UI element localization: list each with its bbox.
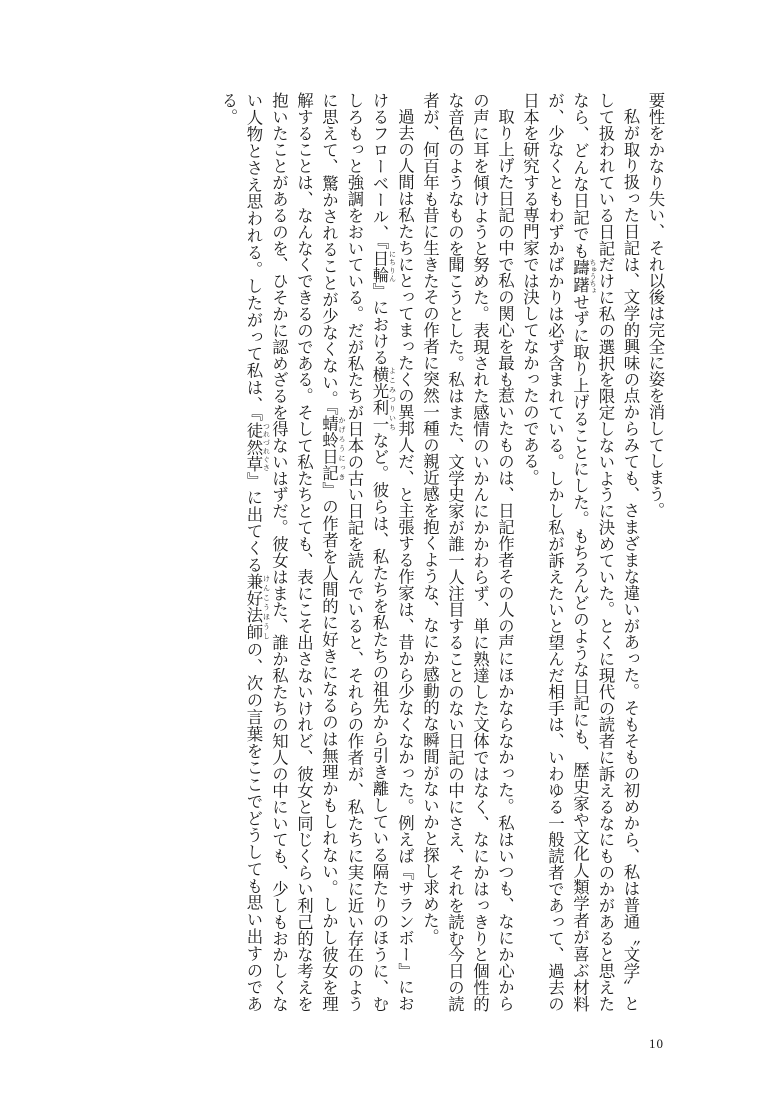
- text-run: 』に出てくる: [244, 472, 263, 574]
- ruby-base: 横光利一: [370, 365, 389, 432]
- text-run: 要性をかなり失い、それ以後は完全に姿を消してしまう。: [646, 92, 665, 519]
- paragraph: [518, 92, 644, 1012]
- text-run: の、次の言葉をここでどうしても思い出すのである。: [219, 92, 263, 1012]
- ruby-base: 躊躇: [570, 258, 590, 294]
- ruby-word: [244, 421, 271, 473]
- ruby-base: 兼好法師: [244, 573, 263, 642]
- ruby-reading: よこみつりいち: [388, 365, 397, 432]
- ruby-reading: にちりん: [388, 249, 397, 283]
- text-run: 』の作者を人間的に好きになるのは無理かもしれない。しかし彼女を理解することは、なんなくできるのである。そして私たちとても、表にこそ出さないけれど、彼女と同じくらい利己的な考えを抱いたことがあるのを、ひそかに認めざるを得ないはずだ。彼女はまた、誰か私たちの知人の中にいても、少しもおかしくない人物とさえ思われる。したがって私は、『: [244, 92, 339, 1012]
- ruby-base: 日輪: [370, 249, 389, 283]
- paragraph: [418, 92, 518, 1012]
- text-run: 過去の人間は私たちにとってまったくの異邦人だ、と主張する作家は、昔から少なくなかった。例えば『サランボー』におけるフローベール、『: [370, 92, 415, 1012]
- text-run: など。彼らは、私たちを私たちの祖先から引き離している隔たりのほうに、むしろもっと強調をおいている。だが私たちが日本の古い日記を読んでいると、それらの作者が、私たちに実に近い存在のように思えて、驚かされることが少なくない。『: [319, 92, 389, 1012]
- ruby-word: [244, 573, 271, 642]
- ruby-word: [370, 249, 397, 283]
- body-text: [68, 92, 668, 1012]
- paragraph: [216, 92, 418, 1012]
- ruby-word: [370, 365, 397, 432]
- text-run: せずに取り上げることにした。もちろんどのような日記にも、歴史家や文化人類学者が喜ぶ材料が、少なくともわずかばかりは必ず含まれている。しかし私が訴えたいと望んだ相手は、いわゆる一般読者であって、過去の日本を研究する専門家では決してなかったのである。: [520, 92, 590, 1012]
- ruby-reading: つれづれぐさ: [262, 421, 271, 472]
- page-number: 10: [649, 1036, 664, 1051]
- ruby-reading: ちゅうちょ: [589, 258, 597, 294]
- ruby-reading: けんこうほうし: [262, 573, 271, 641]
- ruby-base: 蜻蛉日記: [319, 415, 339, 482]
- paragraph: [643, 92, 668, 1012]
- text-run: 』における: [370, 282, 389, 366]
- text-run: 取り上げた日記の中で私の関心を最も惹いたものは、日記作者その人の声にほかならなかった。私はいつも、なにか心からの声に耳を傾けようと努めた。表現された感情のいかんにかかわらず、単に熟達した文体ではなく、なにかはっきりと個性的な音色のようなものを聞こうとした。私はまた、文学史家が誰一人注目することのない日記の中にさえ、それを読む今日の読者が、何百年も昔に生きたその作者に突然一種の親近感を抱くような、なにか感動的な瞬間がないかと探し求めた。: [420, 92, 515, 1012]
- ruby-word: [319, 415, 346, 482]
- ruby-reading: かげろうにっき: [338, 415, 346, 482]
- ruby-base: 徒然草: [244, 421, 263, 473]
- ruby-word: [570, 258, 597, 294]
- text-run: 私が取り扱った日記は、文学的興味の点からみても、さまざまな違いがあった。そもそもの初めから、私は普通〝文学〟として扱われている日記だけに私の選択を限定しないように決めていた。とくに現代の読者に訴えるなにものかがあると思えたなら、どんな日記でも: [570, 92, 640, 1012]
